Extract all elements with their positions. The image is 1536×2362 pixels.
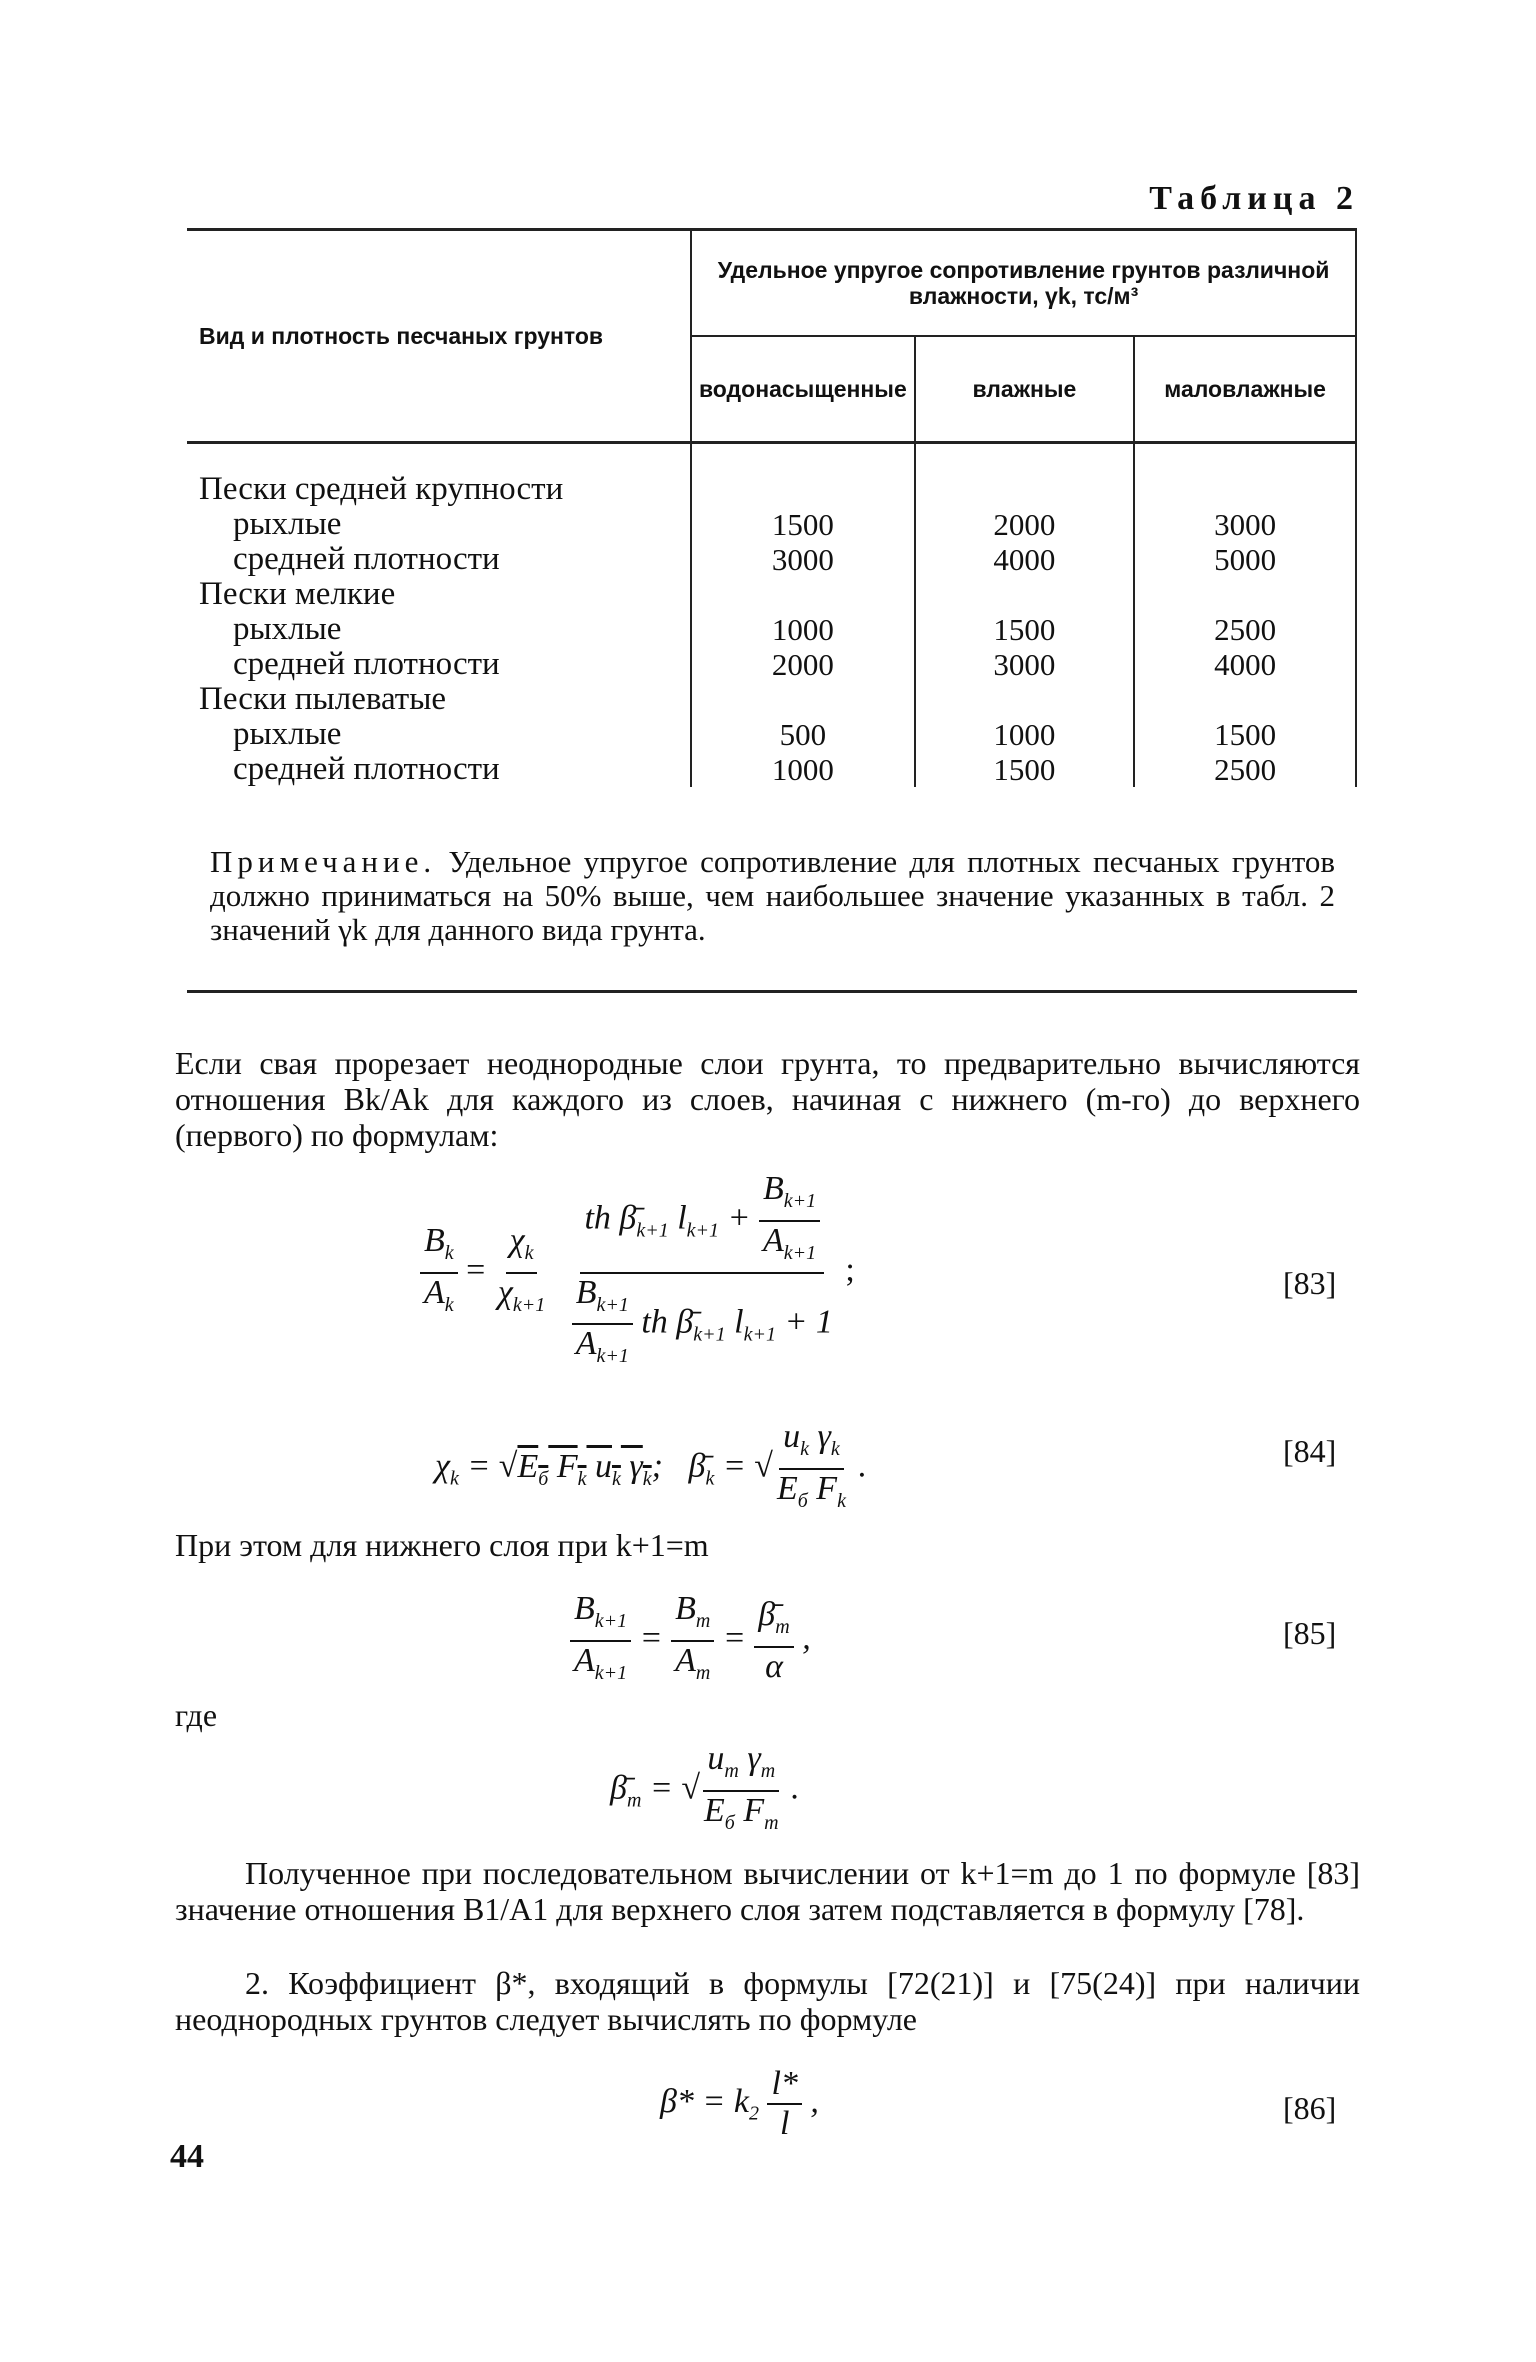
formula-86: $\beta* = k_2$ $\frac{l*}{l}$ , — [660, 2065, 819, 2142]
col-header-group: Удельное упругое сопротивление грунтов различной влажности, γk, тс/м³ — [691, 230, 1356, 337]
table-row — [187, 577, 1356, 612]
cell-value — [915, 682, 1135, 717]
soil-table — [187, 228, 1357, 787]
cell-value — [1134, 577, 1356, 612]
where-label: где — [175, 1697, 218, 1733]
row-label: рыхлые — [187, 507, 691, 542]
eq-number-84: [84] — [1283, 1433, 1337, 1469]
cell-value: 3000 — [1134, 507, 1356, 542]
eq-number-86: [86] — [1283, 2090, 1337, 2126]
table-row — [187, 542, 1356, 577]
cell-value: 2000 — [915, 507, 1135, 542]
cell-value: 1500 — [915, 612, 1135, 647]
cell-value: 1000 — [915, 717, 1135, 752]
row-label: Пески мелкие — [187, 577, 691, 612]
row-label: средней плотности — [187, 752, 691, 787]
row-label: средней плотности — [187, 647, 691, 682]
table-row — [187, 717, 1356, 752]
table-bottom-rule — [187, 990, 1357, 993]
note-title: Примечание. — [210, 844, 437, 879]
paragraph-4: 2. Коэффициент β*, входящий в формулы [72(21)] и [75(24)] при наличии неоднородных грунтов следует вычислять по формуле — [175, 1965, 1360, 2037]
cell-value: 1500 — [691, 507, 914, 542]
cell-value: 5000 — [1134, 542, 1356, 577]
col-header-main: Вид и плотность песчаных грунтов — [187, 230, 691, 443]
paragraph-2: При этом для нижнего слоя при k+1=m — [175, 1527, 709, 1563]
table-row — [187, 752, 1356, 787]
table-row — [187, 507, 1356, 542]
cell-value — [1134, 443, 1356, 508]
cell-value: 4000 — [1134, 647, 1356, 682]
cell-value — [1134, 682, 1356, 717]
row-label: Пески пылеватые — [187, 682, 691, 717]
table-row — [187, 443, 1356, 508]
table-note — [210, 845, 1335, 947]
formula-84: $\chi_k = √E_б$ $F_k$ $u_k$ $\gamma_k$; $\betā_k$ = √ $\frac{u_k \gamma_k}{E_б F_k}$ . — [435, 1418, 867, 1512]
col-header-1: водонасыщенные — [691, 336, 914, 443]
cell-value — [915, 577, 1135, 612]
row-label: Пески средней крупности — [187, 443, 691, 508]
cell-value: 3000 — [691, 542, 914, 577]
cell-value — [915, 443, 1135, 508]
table-row — [187, 647, 1356, 682]
cell-value — [691, 682, 914, 717]
cell-value: 2000 — [691, 647, 914, 682]
eq-number-83: [83] — [1283, 1265, 1337, 1301]
table-caption: Таблица 2 — [1149, 180, 1359, 217]
cell-value: 1000 — [691, 612, 914, 647]
cell-value: 4000 — [915, 542, 1135, 577]
eq-number-85: [85] — [1283, 1615, 1337, 1651]
row-label: рыхлые — [187, 612, 691, 647]
paragraph-3: Полученное при последовательном вычислении от k+1=m до 1 по формуле [83] значение отношения B1/A1 для верхнего слоя затем подставляется в формулу [78]. — [175, 1855, 1360, 1927]
cell-value: 1000 — [691, 752, 914, 787]
row-label: средней плотности — [187, 542, 691, 577]
table-row — [187, 612, 1356, 647]
cell-value: 3000 — [915, 647, 1135, 682]
cell-value: 1500 — [1134, 717, 1356, 752]
cell-value — [691, 577, 914, 612]
formula-85: $\frac{B_{k+1}}{A_{k+1}}$ = $\frac{B_m}{A_m}$ = $\frac{\betā_m}{\alpha}$ , — [570, 1590, 811, 1692]
cell-value — [691, 443, 914, 508]
formula-83: $\frac{B_k}{A_k}$ = $\frac{\chi_k}{\chi_{k+1}}$ th $\betā_{k+1}$ $l_{k+1}$ + $\frac{B_{k+1}}{A_{k+1}}$ $\frac{B_{k+1}}{A_{k+1}}$ th $\betā_{k+1}$ $l_{k+1} + 1$ ; — [420, 1170, 855, 1375]
page-number: 44 — [170, 2138, 204, 2175]
note-text: Удельное упругое сопротивление для плотных песчаных грунтов должно приниматься на 50% выше, чем наибольшее значение указанных в табл. 2 значений γk для данного вида грунта. — [210, 844, 1335, 947]
cell-value: 500 — [691, 717, 914, 752]
paragraph-1: Если свая прорезает неоднородные слои грунта, то предварительно вычисляются отношения Bk/Ak для каждого из слоев, начиная с нижнего (m-го) до верхнего (первого) по формулам: — [175, 1045, 1360, 1153]
cell-value: 1500 — [915, 752, 1135, 787]
col-header-3: маловлажные — [1134, 336, 1356, 443]
cell-value: 2500 — [1134, 612, 1356, 647]
formula-beta-m: $\betā_m$ = √ $\frac{u_m \gamma_m}{E_б F_m}$ . — [610, 1740, 800, 1834]
col-header-2: влажные — [915, 336, 1135, 443]
row-label: рыхлые — [187, 717, 691, 752]
cell-value: 2500 — [1134, 752, 1356, 787]
table-row — [187, 682, 1356, 717]
